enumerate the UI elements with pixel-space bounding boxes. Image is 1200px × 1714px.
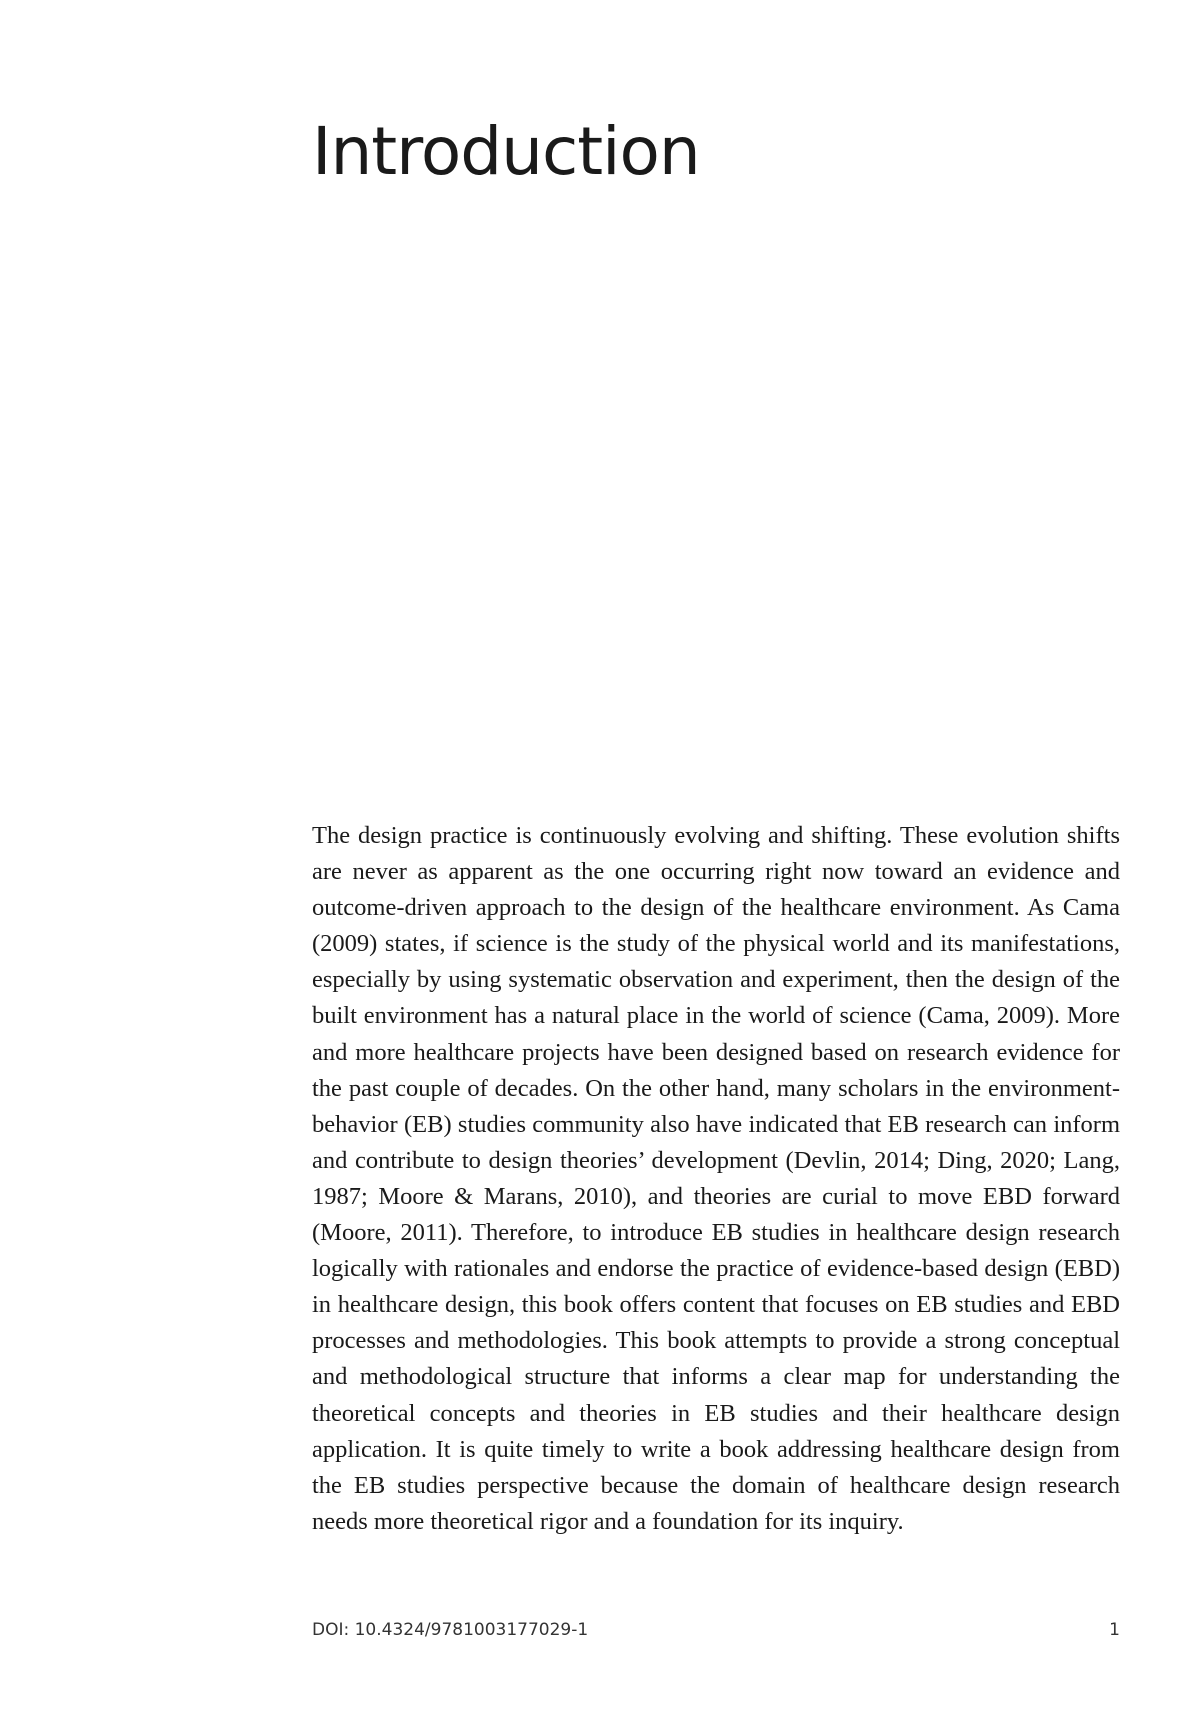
page-footer [312,1618,1120,1642]
page-number: 1 [1109,1620,1120,1640]
chapter-title: Introduction [312,113,700,190]
doi-label: DOI: 10.4324/9781003177029-1 [312,1620,589,1640]
body-paragraph: The design practice is continuously evolving and shifting. These evolution shifts are never as apparent as the one occurring right now toward an evidence and outcome-driven approach to the design of the healthcare environment. As Cama (2009) states, if science is the study of the physical world and its manifestations, especially by using systematic observation and experiment, then the design of the built environment has a natural place in the world of science (Cama, 2009). More and more healthcare projects have been designed based on research evidence for the past couple of decades. On the other hand, many scholars in the environment-behavior (EB) studies community also have indicated that EB research can inform and contribute to design theories’ development (Devlin, 2014; Ding, 2020; Lang, 1987; Moore & Marans, 2010), and theories are curial to move EBD forward (Moore, 2011). Therefore, to introduce EB studies in healthcare design research logically with rationales and endorse the practice of evidence-based design (EBD) in healthcare design, this book offers content that focuses on EB studies and EBD processes and methodologies. This book attempts to provide a strong conceptual and methodological structure that informs a clear map for understanding the theoretical concepts and theories in EB studies and their healthcare design application. It is quite timely to write a book addressing healthcare design from the EB studies perspective because the domain of healthcare design research needs more theoretical rigor and a foundation for its inquiry. [312,822,1120,1535]
